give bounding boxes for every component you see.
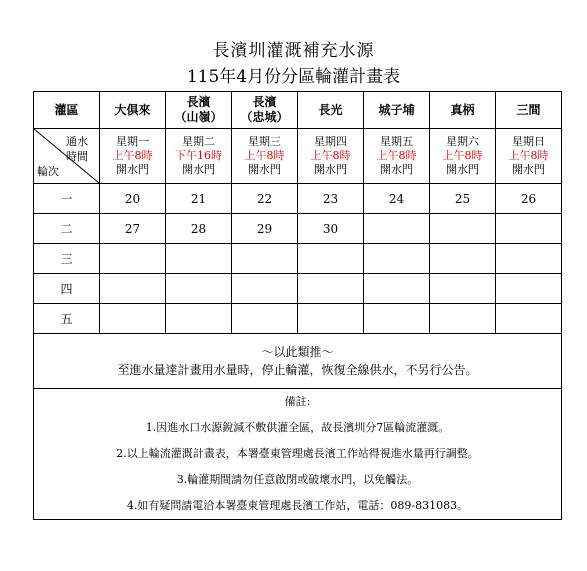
date-cell: [430, 244, 496, 274]
action-label: 開水門: [314, 163, 347, 176]
round-row: [34, 244, 562, 274]
area-header: [496, 92, 562, 129]
date-cell: 28: [166, 214, 232, 244]
date-cell: [166, 244, 232, 274]
area-name: 三間: [516, 102, 541, 117]
date-cell: [232, 274, 298, 304]
date-cell: [430, 214, 496, 244]
area-header: [166, 92, 232, 129]
diag-label-water: 通水: [66, 135, 88, 148]
action-label: 開水門: [512, 163, 545, 176]
schedule-table: [33, 91, 562, 520]
date-cell: [430, 304, 496, 334]
remarks-cell: [34, 389, 562, 520]
round-row: [34, 274, 562, 304]
remark-item: 1.因進水口水源銳減不敷供灌全區，故長濱圳分7區輪流灌溉。: [145, 421, 450, 434]
header-row: [34, 92, 562, 129]
date-cell: [298, 304, 364, 334]
round-label: 三: [34, 244, 100, 274]
schedule-cell: [430, 129, 496, 184]
remark-item: 4.如有疑問請電洽本署臺東管理處長濱工作站，電話：089-831083。: [126, 499, 469, 512]
day-label: 星期四: [314, 135, 347, 148]
day-label: 星期日: [512, 135, 545, 148]
time-label: 上午8時: [244, 149, 285, 162]
diag-label-time: 時間: [66, 150, 88, 163]
date-cell: [100, 274, 166, 304]
day-label: 星期一: [116, 135, 149, 148]
area-name: 城子埔: [378, 102, 415, 117]
day-label: 星期五: [380, 135, 413, 148]
date-cell: 29: [232, 214, 298, 244]
schedule-row: [34, 129, 562, 184]
date-cell: 24: [364, 184, 430, 214]
day-label: 星期二: [182, 135, 215, 148]
date-cell: 26: [496, 184, 562, 214]
date-cell: [166, 274, 232, 304]
date-cell: [364, 244, 430, 274]
day-label: 星期三: [248, 135, 281, 148]
time-label: 上午8時: [442, 149, 483, 162]
date-cell: [496, 244, 562, 274]
date-cell: [232, 244, 298, 274]
area-header: [364, 92, 430, 129]
title-line-1: 長濱圳灌溉補充水源: [212, 41, 375, 61]
round-row: [34, 184, 562, 214]
action-label: 開水門: [446, 163, 479, 176]
remark-item: 3.輪灌期間請勿任意啟閉或破壞水門，以免觸法。: [176, 473, 419, 486]
day-label: 星期六: [446, 135, 479, 148]
remarks-row: [34, 389, 562, 520]
action-label: 開水門: [248, 163, 281, 176]
date-cell: [496, 274, 562, 304]
schedule-cell: [496, 129, 562, 184]
note-line-2: 至進水量達計畫用水量時，停止輪灌，恢復全線供水，不另行公告。: [117, 363, 478, 377]
date-cell: [364, 304, 430, 334]
area-header: [100, 92, 166, 129]
area-name: 長濱 （山嶺）: [174, 95, 223, 124]
action-label: 開水門: [380, 163, 413, 176]
schedule-cell: [100, 129, 166, 184]
round-row: [34, 214, 562, 244]
area-name: 長濱 （忠城）: [240, 95, 289, 124]
area-header: [430, 92, 496, 129]
date-cell: [100, 304, 166, 334]
time-label: 下午16時: [175, 149, 222, 162]
round-label: 四: [34, 274, 100, 304]
date-cell: 25: [430, 184, 496, 214]
date-cell: 23: [298, 184, 364, 214]
area-name: 長光: [318, 102, 343, 117]
date-cell: [232, 304, 298, 334]
date-cell: [364, 214, 430, 244]
date-cell: [496, 214, 562, 244]
time-label: 上午8時: [376, 149, 417, 162]
note-row: [34, 334, 562, 389]
date-cell: 21: [166, 184, 232, 214]
diagonal-header-cell: [34, 129, 100, 184]
note-cell: [34, 334, 562, 389]
round-row: [34, 304, 562, 334]
corner-label: 灌區: [34, 92, 100, 129]
date-cell: [298, 244, 364, 274]
title-line-2: 115年4月份分區輪灌計畫表: [186, 67, 401, 87]
schedule-cell: [298, 129, 364, 184]
date-cell: [364, 274, 430, 304]
action-label: 開水門: [182, 163, 215, 176]
date-cell: [430, 274, 496, 304]
remarks-heading: 備註:: [284, 395, 311, 408]
action-label: 開水門: [116, 163, 149, 176]
area-header: [232, 92, 298, 129]
round-label: 五: [34, 304, 100, 334]
schedule-cell: [166, 129, 232, 184]
round-label: 二: [34, 214, 100, 244]
date-cell: 27: [100, 214, 166, 244]
area-header: [298, 92, 364, 129]
date-cell: 22: [232, 184, 298, 214]
area-name: 真柄: [450, 102, 475, 117]
note-line-1: ～以此類推～: [261, 345, 334, 359]
date-cell: [496, 304, 562, 334]
time-label: 上午8時: [310, 149, 351, 162]
date-cell: [100, 244, 166, 274]
remark-item: 2.以上輪流灌溉計畫表，本署臺東管理處長濱工作站得視進水量再行調整。: [116, 447, 479, 460]
date-cell: 20: [100, 184, 166, 214]
round-label: 一: [34, 184, 100, 214]
date-cell: [166, 304, 232, 334]
date-cell: [298, 274, 364, 304]
schedule-cell: [364, 129, 430, 184]
diag-label-round: 輪次: [37, 165, 59, 178]
time-label: 上午8時: [112, 149, 153, 162]
area-name: 大俱來: [114, 102, 151, 117]
time-label: 上午8時: [508, 149, 549, 162]
date-cell: 30: [298, 214, 364, 244]
schedule-cell: [232, 129, 298, 184]
